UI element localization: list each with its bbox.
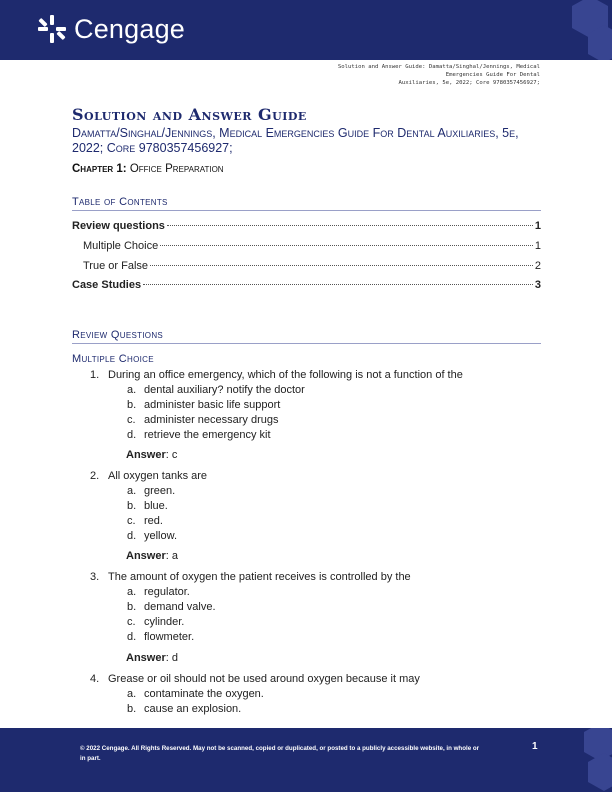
question-2-option-d xyxy=(127,530,177,542)
toc-entry-page: 1 xyxy=(534,220,541,232)
review-questions-heading: Review Questions xyxy=(72,329,541,344)
toc-leader xyxy=(143,284,533,285)
question-2-answer xyxy=(126,550,178,562)
question-3 xyxy=(90,571,411,583)
answer-label: Answer xyxy=(126,449,166,461)
page-number: 1 xyxy=(532,741,538,752)
answer-label: Answer xyxy=(126,652,166,664)
option-text: cause an explosion. xyxy=(144,703,242,715)
decorative-cubes-icon xyxy=(578,728,612,792)
toc-entry-label: Case Studies xyxy=(72,279,142,291)
question-4-option-a xyxy=(127,688,264,700)
multiple-choice-heading: Multiple Choice xyxy=(72,353,154,365)
toc-leader xyxy=(167,225,533,226)
question-1-option-a xyxy=(127,384,305,396)
toc-entry-page: 3 xyxy=(534,279,541,291)
question-text: All oxygen tanks are xyxy=(108,470,208,482)
toc-entry-label: True or False xyxy=(83,260,149,272)
question-text: During an office emergency, which of the following is not a function of the xyxy=(108,369,463,381)
option-letter: c. xyxy=(127,616,136,628)
chapter-heading xyxy=(72,163,224,175)
option-letter: b. xyxy=(127,703,137,715)
option-letter: a. xyxy=(127,485,137,497)
question-1-option-c xyxy=(127,414,279,426)
option-letter: b. xyxy=(127,399,137,411)
decorative-cubes-icon xyxy=(568,0,612,60)
question-number: 3. xyxy=(90,571,100,583)
question-3-option-d xyxy=(127,631,194,643)
question-4-option-b xyxy=(127,703,241,715)
option-letter: d. xyxy=(127,530,137,542)
toc-leader xyxy=(150,265,533,266)
question-2 xyxy=(90,470,207,482)
toc-heading: Table of Contents xyxy=(72,196,541,211)
question-2-option-c xyxy=(127,515,163,527)
toc-entry-case-studies[interactable] xyxy=(72,279,541,291)
option-text: red. xyxy=(144,515,163,527)
question-3-answer xyxy=(126,652,178,664)
question-text: The amount of oxygen the patient receives is controlled by the xyxy=(108,571,411,583)
toc-entry-label: Review questions xyxy=(72,220,165,232)
option-text: contaminate the oxygen. xyxy=(144,688,264,700)
option-text: cylinder. xyxy=(144,616,185,628)
toc-entry-label: Multiple Choice xyxy=(83,240,159,252)
question-1-option-b xyxy=(127,399,280,411)
question-2-option-b xyxy=(127,500,168,512)
option-letter: c. xyxy=(127,515,136,527)
option-letter: d. xyxy=(127,631,137,643)
option-text: green. xyxy=(144,485,176,497)
question-2-option-a xyxy=(127,485,175,497)
brand-name: Cengage xyxy=(74,13,185,44)
answer-label: Answer xyxy=(126,550,166,562)
option-text: regulator. xyxy=(144,586,190,598)
toc-entry-page: 2 xyxy=(534,260,541,272)
question-number: 1. xyxy=(90,369,100,381)
option-letter: b. xyxy=(127,601,137,613)
option-text: blue. xyxy=(144,500,168,512)
toc-entry-page: 1 xyxy=(534,240,541,252)
option-text: yellow. xyxy=(144,530,178,542)
question-3-option-c xyxy=(127,616,184,628)
question-3-option-a xyxy=(127,586,190,598)
chapter-label: Chapter 1: xyxy=(72,163,127,175)
answer-value: : c xyxy=(165,449,178,461)
answer-value: : a xyxy=(165,550,178,562)
chapter-name: Office Preparation xyxy=(129,163,224,175)
option-text: administer necessary drugs xyxy=(144,414,279,426)
option-text: administer basic life support xyxy=(144,399,281,411)
option-text: demand valve. xyxy=(144,601,216,613)
question-1 xyxy=(90,369,463,381)
running-header-line-1: Solution and Answer Guide: Damatta/Singhal/Jennings, Medical Emergencies Guide For Dental xyxy=(337,64,540,78)
question-3-option-b xyxy=(127,601,216,613)
option-letter: c. xyxy=(127,414,136,426)
toc-entry-true-or-false[interactable] xyxy=(72,260,541,272)
document-subtitle: Damatta/Singhal/Jennings, Medical Emergencies Guide For Dental Auxiliaries, 5e, 2022; Core 9780357456927; xyxy=(72,126,519,155)
option-letter: b. xyxy=(127,500,137,512)
footer-band xyxy=(0,728,612,792)
running-header-line-2: Auxiliaries, 5e, 2022; Core 9780357456927; xyxy=(398,80,540,86)
toc-entry-multiple-choice[interactable] xyxy=(72,240,541,252)
question-text: Grease or oil should not be used around oxygen because it may xyxy=(108,673,420,685)
option-text: flowmeter. xyxy=(144,631,195,643)
answer-value: : d xyxy=(165,652,178,664)
document-title: Solution and Answer Guide xyxy=(72,105,307,124)
running-header xyxy=(300,63,540,87)
cengage-logo-icon xyxy=(36,13,68,45)
option-letter: a. xyxy=(127,384,137,396)
option-text: dental auxiliary? notify the doctor xyxy=(144,384,305,396)
option-text: retrieve the emergency kit xyxy=(144,429,271,441)
question-number: 4. xyxy=(90,673,100,685)
toc-leader xyxy=(160,245,533,246)
question-1-answer xyxy=(126,449,177,461)
cengage-logo xyxy=(36,13,185,45)
toc-entry-review-questions[interactable] xyxy=(72,220,541,232)
option-letter: a. xyxy=(127,586,137,598)
question-4 xyxy=(90,673,420,685)
option-letter: a. xyxy=(127,688,137,700)
header-band xyxy=(0,0,612,60)
question-number: 2. xyxy=(90,470,100,482)
option-letter: d. xyxy=(127,429,137,441)
question-1-option-d xyxy=(127,429,271,441)
copyright-notice: © 2022 Cengage. All Rights Reserved. May not be scanned, copied or duplicated, or posted to a publicly accessible website, in whole or in part. xyxy=(80,745,480,762)
